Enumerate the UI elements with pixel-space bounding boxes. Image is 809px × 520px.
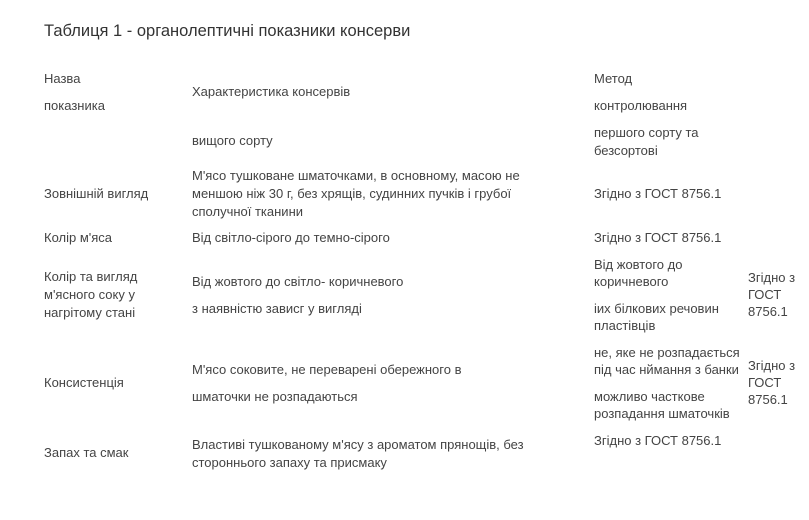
row-top-grade-line: стороннього запаху та присмаку (192, 455, 387, 470)
row-method: ГОСТ (748, 287, 782, 302)
row-name: м'ясного соку у (44, 287, 135, 302)
row-name: Консистенція (44, 375, 124, 390)
header-method-line1: Метод (594, 71, 633, 86)
row-method: Згідно з (748, 270, 796, 285)
row-name: нагрітому стані (44, 305, 136, 320)
subheader-top-grade: вищого сорту (192, 133, 273, 148)
row-first-grade: іих білкових речовин (594, 301, 719, 316)
row-top-grade-line: Від світло-сірого до темно-сірого (192, 230, 390, 245)
row-top-grade-line: М'ясо соковите, не переварені обережного в (192, 362, 462, 377)
header-characteristic: Характеристика консервів (192, 84, 351, 99)
row-first-grade: Від жовтого до (594, 257, 683, 272)
row-name: Запах та смак (44, 445, 129, 460)
row-first-grade: Згідно з ГОСТ 8756.1 (594, 433, 722, 448)
row-name: Колір та вигляд (44, 269, 138, 284)
row-name: Зовнішній вигляд (44, 186, 149, 201)
row-first-grade: Згідно з ГОСТ 8756.1 (594, 230, 722, 245)
row-first-grade: коричневого (594, 274, 669, 289)
row-method: Згідно з (748, 358, 796, 373)
row-first-grade: Згідно з ГОСТ 8756.1 (594, 186, 722, 201)
header-name-line1: Назва (44, 71, 81, 86)
row-name: Колір м'яса (44, 230, 113, 245)
row-first-grade: не, яке не розпадається (594, 345, 740, 360)
header-name-line2: показника (44, 98, 105, 113)
subheader-first-grade-line2: безсортові (594, 143, 658, 158)
row-method: 8756.1 (748, 304, 788, 319)
row-top-grade-line: Від жовтого до світло- коричневого (192, 274, 404, 289)
row-first-grade: під час нймання з банки (594, 362, 739, 377)
row-first-grade: розпадання шматочків (594, 406, 730, 421)
table-title: Таблиця 1 - органолептичні показники консерви (44, 22, 411, 40)
subheader-first-grade-line1: першого сорту та (594, 125, 699, 140)
header-method-line2: контролювання (594, 98, 688, 113)
row-top-grade-line: меншою ніж 30 г, без хрящів, судинних пучків і грубої (192, 186, 512, 201)
row-top-grade-line: Властиві тушкованому м'ясу з ароматом прянощів, без (192, 437, 524, 452)
row-top-grade-line: сполучної тканини (192, 204, 304, 219)
row-method: ГОСТ (748, 375, 782, 390)
row-first-grade: пластівців (594, 318, 656, 333)
row-first-grade: можливо часткове (594, 389, 705, 404)
row-top-grade-line: М'ясо тушковане шматочками, в основному, масою не (192, 168, 520, 183)
row-method: 8756.1 (748, 392, 788, 407)
row-top-grade-line: з наявністю зависг у вигляді (192, 301, 362, 316)
row-top-grade-line: шматочки не розпадаються (192, 389, 358, 404)
